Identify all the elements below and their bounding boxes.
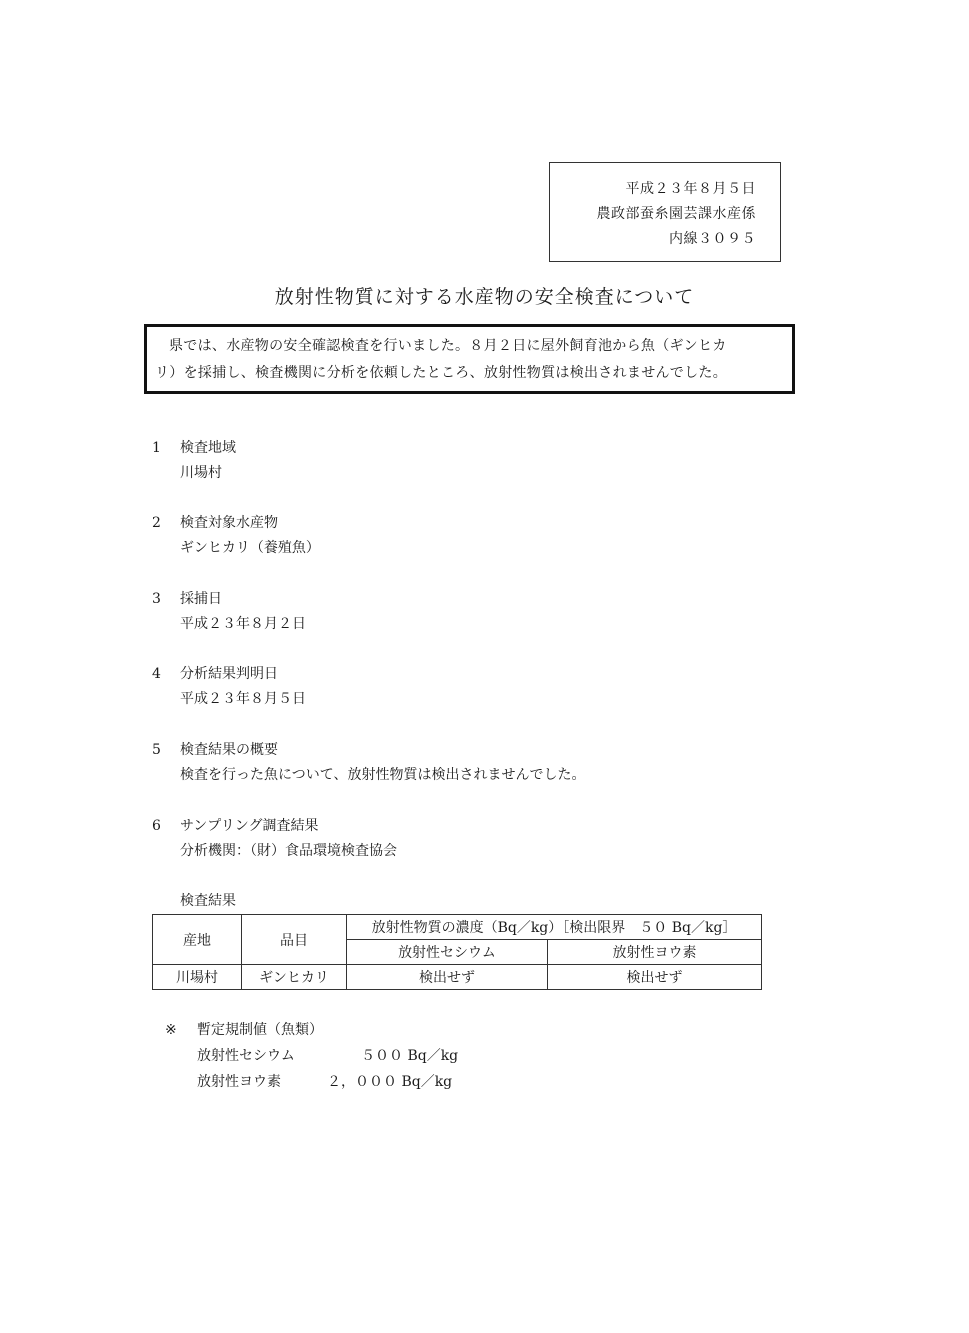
header-concentration: 放射性物質の濃度（Bq／kg）［検出限界 ５０ Bq／kg］: [347, 915, 762, 940]
issuer-box: [549, 162, 781, 262]
limit-value: ５００ Bq／kg: [347, 1048, 459, 1064]
limit-name: 放射性ヨウ素: [197, 1074, 281, 1090]
provisional-limits-note: [165, 1017, 458, 1095]
limit-name: 放射性セシウム: [197, 1048, 295, 1064]
section-result-date: [152, 662, 306, 712]
section-sampling-results: [152, 814, 397, 864]
summary-line-1: 県では、水産物の安全確認検査を行いました。８月２日に屋外飼育池から魚（ギンヒカ: [169, 338, 727, 354]
document-title: 放射性物質に対する水産物の安全検査について: [274, 286, 695, 308]
header-item: 品目: [242, 915, 347, 965]
table-row: [153, 965, 762, 990]
cell-iodine: 検出せず: [548, 965, 762, 990]
table-header-row: [153, 915, 762, 940]
section-heading: 分析結果判明日: [180, 666, 278, 682]
section-number: 1: [152, 440, 161, 456]
results-table-label: 検査結果: [180, 893, 236, 909]
summary-line-2: リ）を採捕し、検査機関に分析を依頼したところ、放射性物質は検出されませんでした。: [155, 365, 727, 381]
header-origin: 産地: [153, 915, 242, 965]
section-target-product: [152, 511, 320, 561]
cell-cesium: 検出せず: [347, 965, 548, 990]
section-body: 検査を行った魚について、放射性物質は検出されませんでした。: [180, 767, 586, 783]
cell-item: ギンヒカリ: [242, 965, 347, 990]
header-cesium: 放射性セシウム: [347, 940, 548, 965]
section-body: 分析機関：（財）食品環境検査協会: [180, 843, 397, 859]
issue-date: 平成２３年８月５日: [625, 181, 756, 197]
section-heading: 検査対象水産物: [180, 515, 278, 531]
note-heading: 暫定規制値（魚類）: [197, 1022, 323, 1038]
results-table: [152, 914, 762, 990]
section-number: 2: [152, 515, 161, 531]
section-inspection-area: [152, 436, 236, 486]
section-body: ギンヒカリ（養殖魚）: [180, 540, 320, 556]
section-body: 平成２３年８月２日: [180, 616, 306, 632]
limit-value: ２，０００ Bq／kg: [327, 1074, 453, 1090]
cell-origin: 川場村: [153, 965, 242, 990]
note-mark: ※: [165, 1022, 177, 1038]
section-body: 平成２３年８月５日: [180, 691, 306, 707]
section-number: 6: [152, 818, 161, 834]
limit-row-cesium: [165, 1043, 458, 1069]
section-capture-date: [152, 587, 306, 637]
section-heading: 採捕日: [180, 591, 222, 607]
header-iodine: 放射性ヨウ素: [548, 940, 762, 965]
phone-extension: 内線３０９５: [669, 231, 756, 247]
section-heading: 検査結果の概要: [180, 742, 278, 758]
section-heading: サンプリング調査結果: [180, 818, 319, 834]
issuing-department: 農政部蚕糸園芸課水産係: [596, 206, 756, 222]
section-body: 川場村: [180, 465, 222, 481]
section-number: 3: [152, 591, 161, 607]
summary-box: [144, 324, 795, 394]
section-heading: 検査地域: [180, 440, 236, 456]
section-number: 4: [152, 666, 161, 682]
limit-row-iodine: [165, 1069, 458, 1095]
section-number: 5: [152, 742, 161, 758]
section-result-summary: [152, 738, 585, 788]
